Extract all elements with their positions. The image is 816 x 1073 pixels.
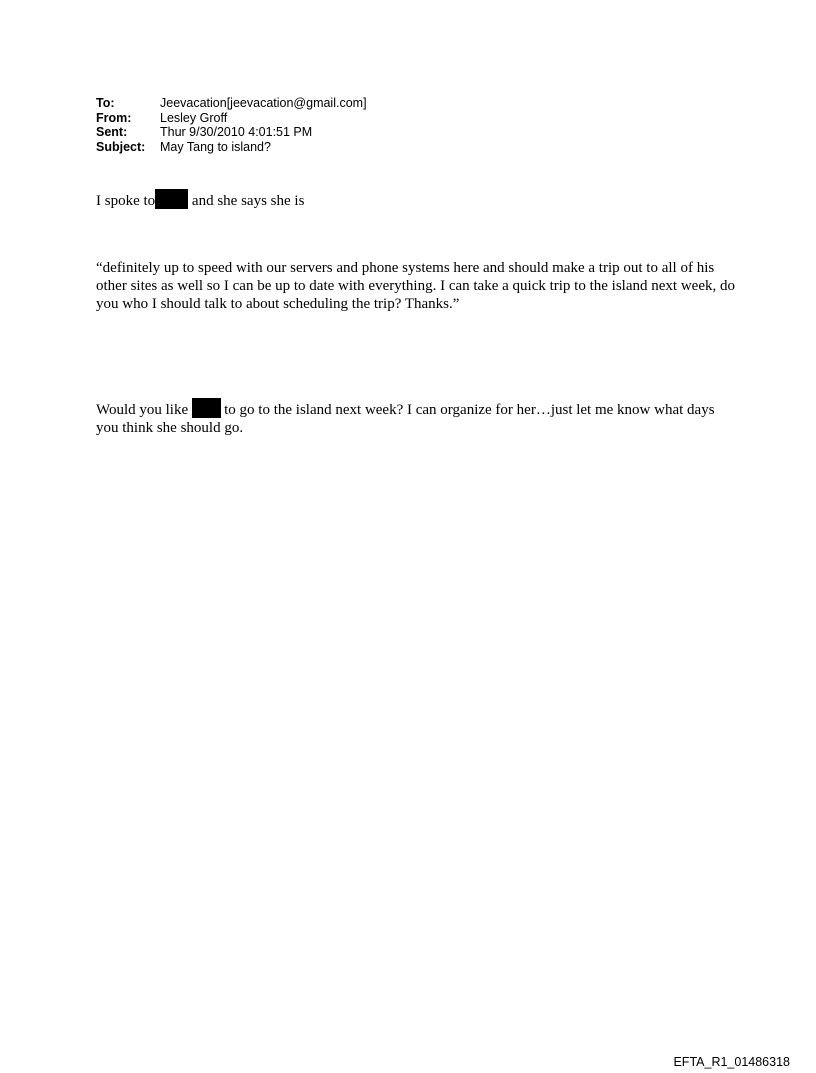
from-row [96,111,367,126]
to-row [96,96,367,111]
from-value: Lesley Groff [160,110,228,125]
subject-value: May Tang to island? [160,139,271,154]
from-label: From: [96,110,132,125]
sent-label: Sent: [96,125,128,139]
to-value: Jeevacation[jeevacation@gmail.com] [160,96,367,110]
p1-before-text: I spoke to [96,193,156,209]
redaction-box [155,189,188,209]
sent-row [96,125,367,140]
subject-row [96,140,367,155]
document-id: EFTA_R1_01486318 [673,1055,790,1069]
body-paragraph-3 [96,398,736,437]
body-paragraph-2: “definitely up to speed with our servers and phone systems here and should make a trip out to all of his other sites as well so I can be up to date with everything. I can take a quick trip to the island next week, do you who I should talk to about scheduling the trip? Thanks.” [96,260,735,312]
p3-before-text: Would you like [96,402,189,418]
email-header [96,96,367,154]
sent-value: Thur 9/30/2010 4:01:51 PM [160,125,313,139]
body-paragraph-1 [96,189,736,210]
redaction-box [192,398,221,418]
subject-label: Subject: [96,139,146,154]
to-label: To: [96,96,115,110]
p1-after-text: and she says she is [188,193,305,209]
p3-after-text: to go to the island next week? I can organize for her…just let me know what days you think she should go. [96,402,715,436]
